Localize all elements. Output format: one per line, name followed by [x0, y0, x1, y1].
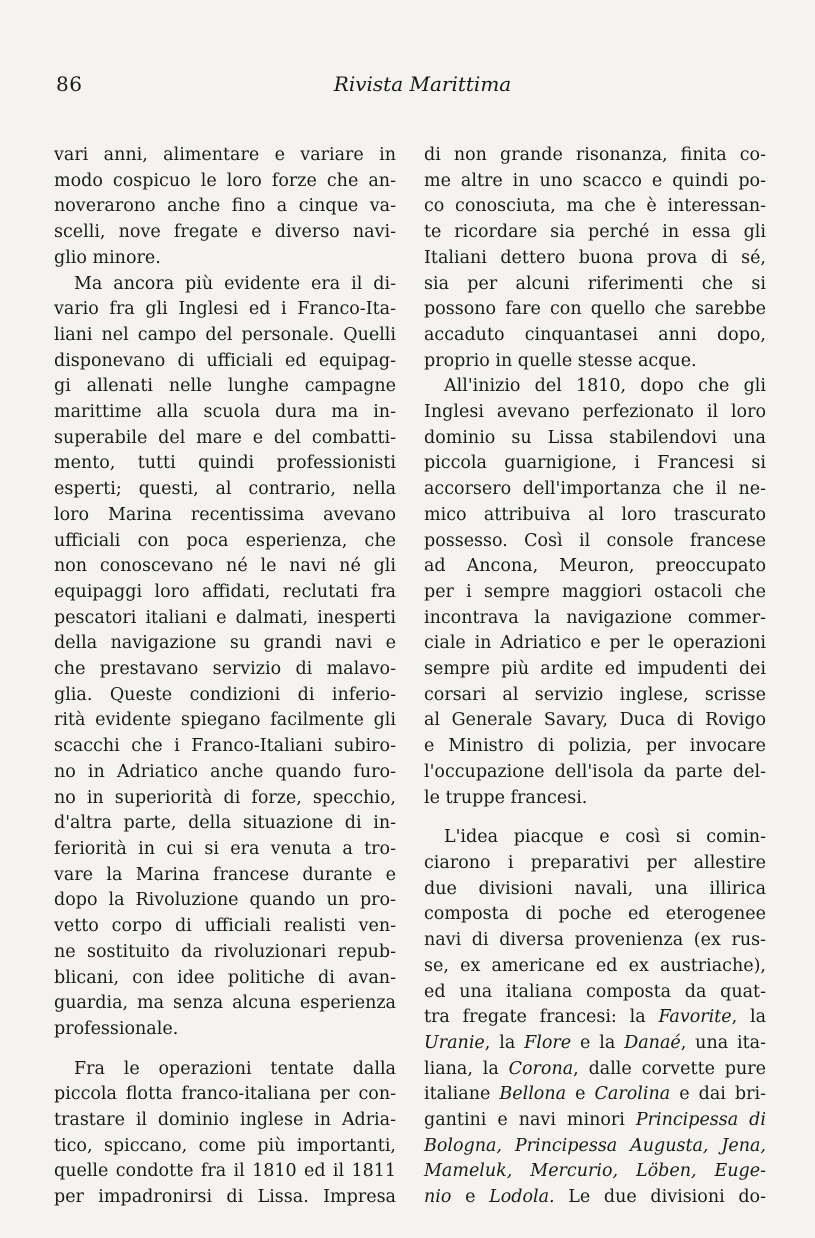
text-line: scelli, nove fregate e diverso navi-: [54, 222, 396, 243]
text-run: e la: [571, 1032, 625, 1053]
paragraph: [54, 143, 396, 272]
text-line: ufficiali con poca esperienza, che: [54, 530, 396, 551]
text-line: incontrava la navigazione commer-: [424, 607, 766, 628]
text-line: per impadronirsi di Lissa. Impresa: [54, 1187, 396, 1208]
text-run: tra fregate francesi: la: [424, 1007, 659, 1028]
ship-name: Carolina: [594, 1084, 671, 1105]
text-line: [424, 1134, 766, 1160]
right-column: [424, 143, 766, 1211]
text-line: Ma ancora più evidente era il di-: [74, 273, 396, 294]
text-line: marittime alla scuola dura ma in-: [54, 402, 396, 423]
text-line: liani nel campo del personale. Quelli: [54, 324, 396, 345]
text-line: per i sempre maggiori ostacoli che: [424, 581, 766, 602]
ship-name: Danaé: [624, 1032, 681, 1053]
text-line: l'occupazione dell'isola da parte del-: [424, 761, 766, 782]
paragraph: [54, 1057, 396, 1211]
text-line: rità evidente spiegano facilmente gli: [54, 710, 396, 731]
ship-name: Mameluk, Mercurio, Löben, Euge-: [424, 1161, 766, 1182]
left-column: [54, 143, 396, 1211]
text-line: [424, 1005, 766, 1031]
text-line: tico, spiccano, come più importanti,: [54, 1135, 396, 1156]
text-line: modo cospicuo le loro forze che an-: [54, 170, 396, 191]
text-line: sia per alcuni riferimenti che si: [424, 273, 766, 294]
text-line: trastare il dominio inglese in Adria-: [54, 1110, 396, 1131]
text-line: loro Marina recentissima avevano: [54, 504, 396, 525]
ship-name: Flore: [524, 1032, 572, 1053]
text-line: al Generale Savary, Duca di Rovigo: [424, 710, 766, 731]
text-line: Inglesi avevano perfezionato il loro: [424, 402, 766, 423]
text-line: piccola guarnigione, i Francesi si: [424, 453, 766, 474]
text-line: [424, 1057, 766, 1083]
text-line: Italiani dettero buona prova di sé,: [424, 247, 766, 268]
text-run: e: [566, 1084, 595, 1105]
text-line: no in superiorità di forze, specchio,: [54, 787, 396, 808]
ship-name: Bellona: [499, 1084, 567, 1105]
text-line: feriorità in cui si era venuta a tro-: [54, 838, 396, 859]
text-line: della navigazione su grandi navi e: [54, 633, 396, 654]
text-line: scacchi che i Franco-Italiani subiro-: [54, 736, 396, 757]
text-run: , una ita-: [680, 1032, 767, 1053]
text-line: vare la Marina francese durante e: [54, 864, 396, 885]
text-run: liana, la: [424, 1058, 509, 1079]
paragraph: [424, 825, 766, 1211]
text-line: te ricordare sia perché in essa gli: [424, 222, 766, 243]
text-line: piccola flotta franco-italiana per con-: [54, 1084, 396, 1105]
text-line: glio minore.: [54, 247, 161, 268]
text-line: [424, 1159, 766, 1185]
text-run: italiane: [424, 1084, 500, 1105]
text-line: blicani, con idee politiche di avan-: [54, 967, 396, 988]
ship-name: Principessa di: [635, 1110, 766, 1131]
text-line: ed una italiana composta da quat-: [424, 981, 766, 1002]
paragraph: [424, 143, 766, 374]
text-line: che prestavano servizio di malavo-: [54, 659, 396, 680]
text-line: proprio in quelle stesse acque.: [424, 350, 697, 371]
text-line: co conosciuta, ma che è interessan-: [424, 196, 766, 217]
text-line: noverarono anche fino a cinque va-: [54, 196, 396, 217]
text-line: ciarono i preparativi per allestire: [424, 852, 766, 873]
text-line: le truppe francesi.: [424, 787, 588, 808]
text-run: gantini e navi minori: [424, 1110, 636, 1131]
text-line: non conoscevano né le navi né gli: [54, 556, 396, 577]
text-line: e Ministro di polizia, per invocare: [424, 736, 766, 757]
text-line: vetto corpo di ufficiali realisti ven-: [54, 916, 396, 937]
text-line: mento, tutti quindi professionisti: [54, 453, 396, 474]
text-line: glia. Queste condizioni di inferio-: [54, 684, 396, 705]
text-line: possesso. Così il console francese: [424, 530, 766, 551]
text-line: dopo la Rivoluzione quando un pro-: [54, 890, 396, 911]
paragraph: [54, 272, 396, 1043]
ship-name: Corona: [508, 1058, 574, 1079]
text-line: di non grande risonanza, finita co-: [424, 145, 766, 165]
text-line: Fra le operazioni tentate dalla: [74, 1058, 396, 1079]
text-line: [424, 1082, 766, 1108]
text-line: accorsero dell'importanza che il ne-: [424, 479, 766, 500]
text-line: vari anni, alimentare e variare in: [54, 145, 396, 165]
text-line: [424, 1108, 766, 1134]
text-run: e dai bri-: [670, 1084, 767, 1105]
text-run: , dalle corvette pure: [573, 1058, 766, 1079]
text-run: , la: [484, 1032, 525, 1053]
text-line: due divisioni navali, una illirica: [424, 878, 766, 899]
text-line: vario fra gli Inglesi ed i Franco-Ita-: [54, 299, 396, 320]
text-line: mico attribuiva al loro trascurato: [424, 504, 766, 525]
text-line: esperti; questi, al contrario, nella: [54, 479, 396, 500]
text-run: , la: [731, 1007, 767, 1028]
text-run: e: [451, 1187, 490, 1208]
ship-name: Bologna, Principessa Augusta, Jena,: [424, 1135, 766, 1156]
text-line: possono fare con quello che sarebbe: [424, 299, 766, 320]
text-line: [424, 1185, 766, 1211]
page-number: 86: [56, 72, 83, 96]
text-run: Le due divisioni do-: [554, 1187, 766, 1208]
ship-name: nio: [424, 1187, 452, 1208]
text-line: d'altra parte, della situazione di in-: [54, 813, 396, 834]
text-line: composta di poche ed eterogenee: [424, 904, 766, 925]
text-line: corsari al servizio inglese, scrisse: [424, 684, 766, 705]
text-line: pescatori italiani e dalmati, inesperti: [54, 607, 396, 628]
text-line: professionale.: [54, 1018, 179, 1039]
ship-name: Uranie: [424, 1032, 485, 1053]
running-title: Rivista Marittima: [333, 72, 512, 96]
text-line: disponevano di ufficiali ed equipag-: [54, 350, 396, 371]
text-line: no in Adriatico anche quando furo-: [54, 761, 396, 782]
text-line: All'inizio del 1810, dopo che gli: [444, 376, 766, 397]
paragraph: [424, 374, 766, 811]
text-line: [424, 1031, 766, 1057]
ship-name: Lodola.: [489, 1187, 555, 1208]
ship-name: Favorite: [658, 1007, 732, 1028]
text-line: accaduto cinquantasei anni dopo,: [424, 324, 766, 345]
text-line: ad Ancona, Meuron, preoccupato: [424, 556, 766, 577]
text-line: gi allenati nelle lunghe campagne: [54, 376, 396, 397]
text-line: sempre più ardite ed impudenti dei: [424, 659, 766, 680]
text-line: ne sostituito da rivoluzionari repub-: [54, 941, 396, 962]
text-line: superabile del mare e del combatti-: [54, 427, 396, 448]
text-line: me altre in uno scacco e quindi po-: [424, 170, 766, 191]
text-line: guardia, ma senza alcuna esperienza: [54, 993, 396, 1014]
text-line: dominio su Lissa stabilendovi una: [424, 427, 766, 448]
text-line: L'idea piacque e così si comin-: [444, 827, 766, 848]
text-line: navi di diversa provenienza (ex rus-: [424, 930, 766, 951]
text-line: quelle condotte fra il 1810 ed il 1811: [54, 1161, 396, 1182]
text-line: ciale in Adriatico e per le operazioni: [424, 633, 766, 654]
text-line: se, ex americane ed ex austriache),: [424, 955, 766, 976]
text-line: equipaggi loro affidati, reclutati fra: [54, 581, 396, 602]
